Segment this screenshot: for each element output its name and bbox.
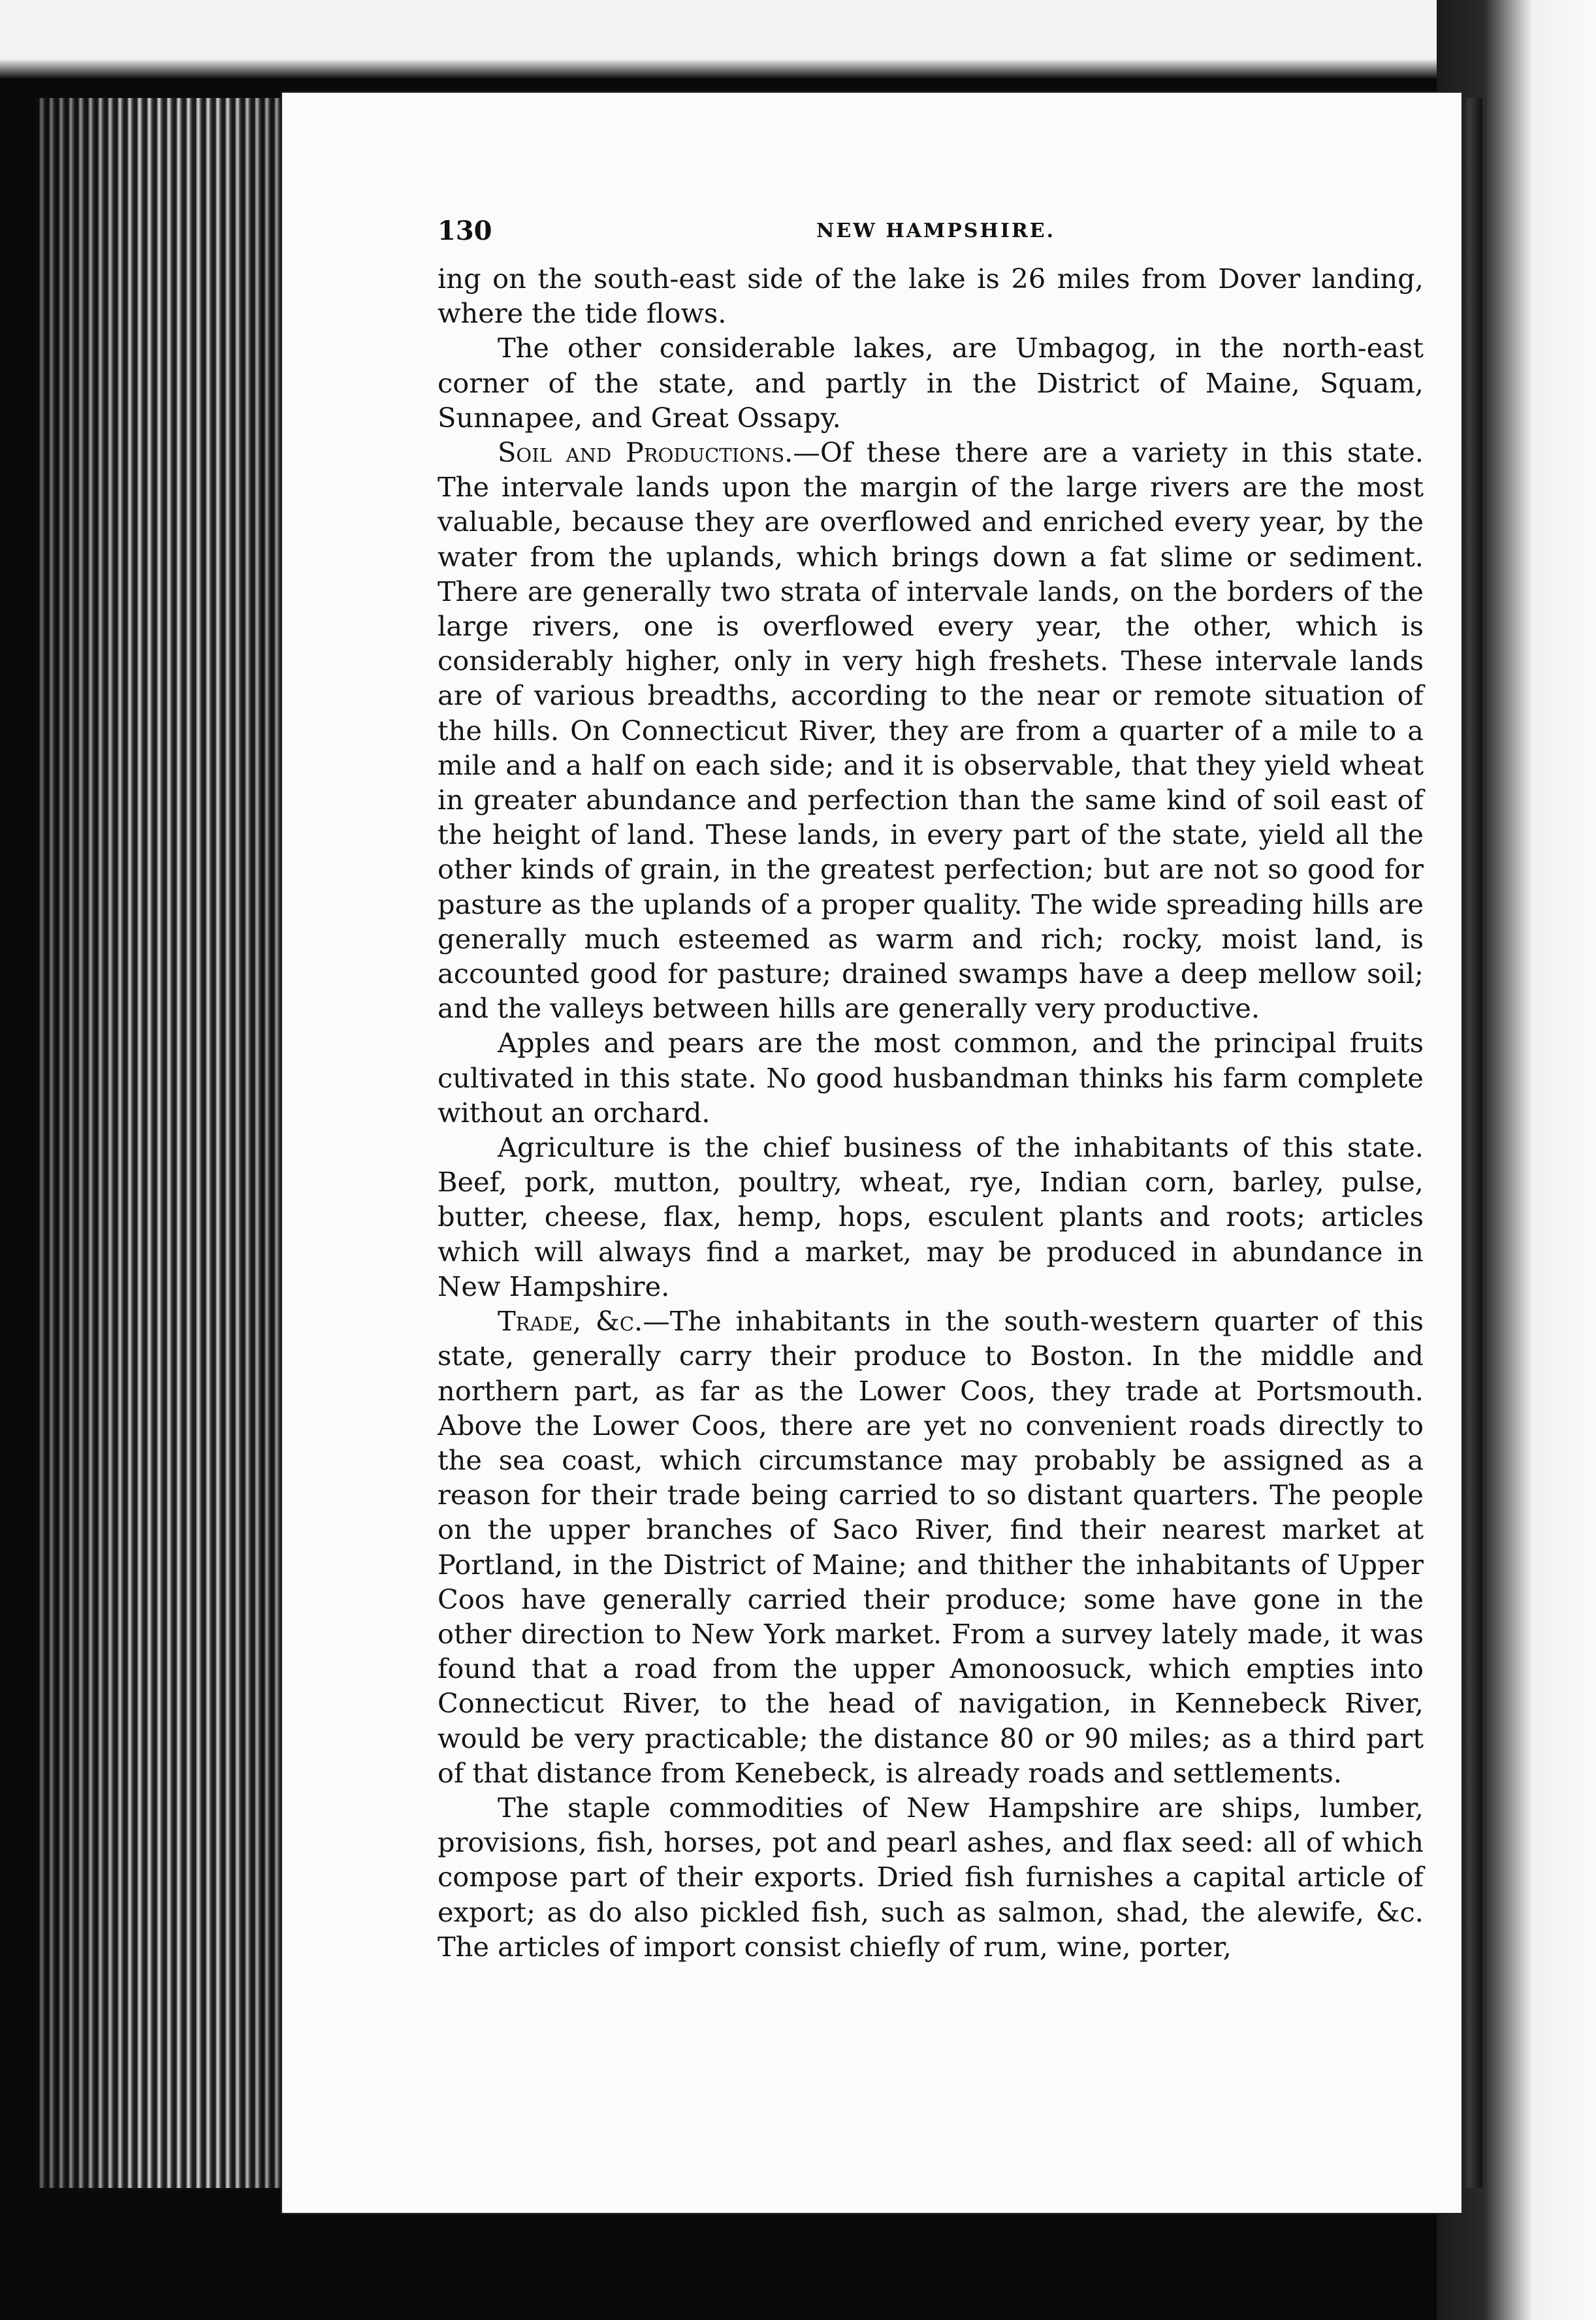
paragraph-text: —Of these there are a variety in this state. The intervale lands upon the margin of the large rivers are the most valuable, because they are overflowed and enriched every year, by the water from the uplands, which brings down a fat slime or sediment. There are generally two strata of intervale lands, on the borders of the large rivers, one is overflowed every year, the other, which is considerably higher, only in very high freshets. These intervale lands are of various breadths, according to the near or remote situation of the hills. On Connecticut River, they are from a quarter of a mile to a mile and a half on each side; and it is observable, that they yield wheat in greater abundance and perfection than the same kind of soil east of the height of land. These lands, in every part of the state, yield all the other kinds of grain, in the greatest perfection; but are not so good for pasture as the uplands of a proper quality. The wide spreading hills are generally much esteemed as warm and rich; rocky, moist land, is accounted good for pasture; drained swamps have a deep mellow soil; and the valleys between hills are generally very productive. [438, 436, 1424, 1025]
paragraph-text: Apples and pears are the most common, and the principal fruits cultivated in this state. No good husbandman thinks his farm complete without an orchard. [438, 1027, 1424, 1129]
paragraph-text: Agriculture is the chief business of the inhabitants of this state. Beef, pork, mutton, poultry, wheat, rye, Indian corn, barley, pulse, butter, cheese, flax, hemp, hops, esculent plants and roots; articles which will always find a market, may be produced in abundance in New Hampshire. [438, 1131, 1424, 1302]
paragraph [438, 1304, 1424, 1790]
paragraph [438, 261, 1424, 330]
page-header [438, 216, 1424, 261]
paragraph-text: The staple commodities of New Hampshire are ships, lumber, provisions, fish, horses, pot and pearl ashes, and flax seed: all of which compose part of their exports. Dried fish furnishes a capital article of export; as do also pickled fish, such as salmon, shad, the alewife, &c. The articles of import consist chiefly of rum, wine, porter, [438, 1791, 1424, 1963]
body-text [438, 261, 1424, 1964]
paragraph-text: ing on the south-east side of the lake is 26 miles from Dover landing, where the tide flows. [438, 263, 1424, 330]
paragraph [438, 435, 1424, 1025]
paragraph-text: The other considerable lakes, are Umbagog, in the north-east corner of the state, and partly in the District of Maine, Squam, Sunnapee, and Great Ossapy. [438, 332, 1424, 434]
running-head: NEW HAMPSHIRE. [816, 219, 1056, 242]
section-heading: Soil and Productions. [498, 436, 793, 469]
paragraph [438, 1130, 1424, 1304]
paragraph-text: —The inhabitants in the south-western quarter of this state, generally carry their produce to Boston. In the middle and northern part, as far as the Lower Coos, they trade at Portsmouth. Above the Lower Coos, there are yet no convenient roads directly to the sea coast, which circumstance may probably be assigned as a reason for their trade being carried to so distant quarters. The people on the upper branches of Saco River, find their nearest market at Portland, in the District of Maine; and thither the inhabitants of Upper Coos have generally carried their produce; some have gone in the other direction to New York market. From a survey lately made, it was found that a road from the upper Amonoosuck, which empties into Connecticut River, to the head of navigation, in Kennebeck River, would be very practicable; the distance 80 or 90 miles; as a third part of that distance from Kenebeck, is already roads and settlements. [438, 1305, 1424, 1789]
page-number: 130 [438, 216, 492, 246]
scan-top-margin [0, 0, 1596, 78]
paragraph [438, 1790, 1424, 1964]
paragraph [438, 1025, 1424, 1130]
book-page [281, 91, 1463, 2214]
paragraph [438, 330, 1424, 435]
book-page-edges [36, 98, 287, 2188]
section-heading: Trade, &c. [498, 1305, 643, 1338]
page-content [438, 216, 1424, 1964]
